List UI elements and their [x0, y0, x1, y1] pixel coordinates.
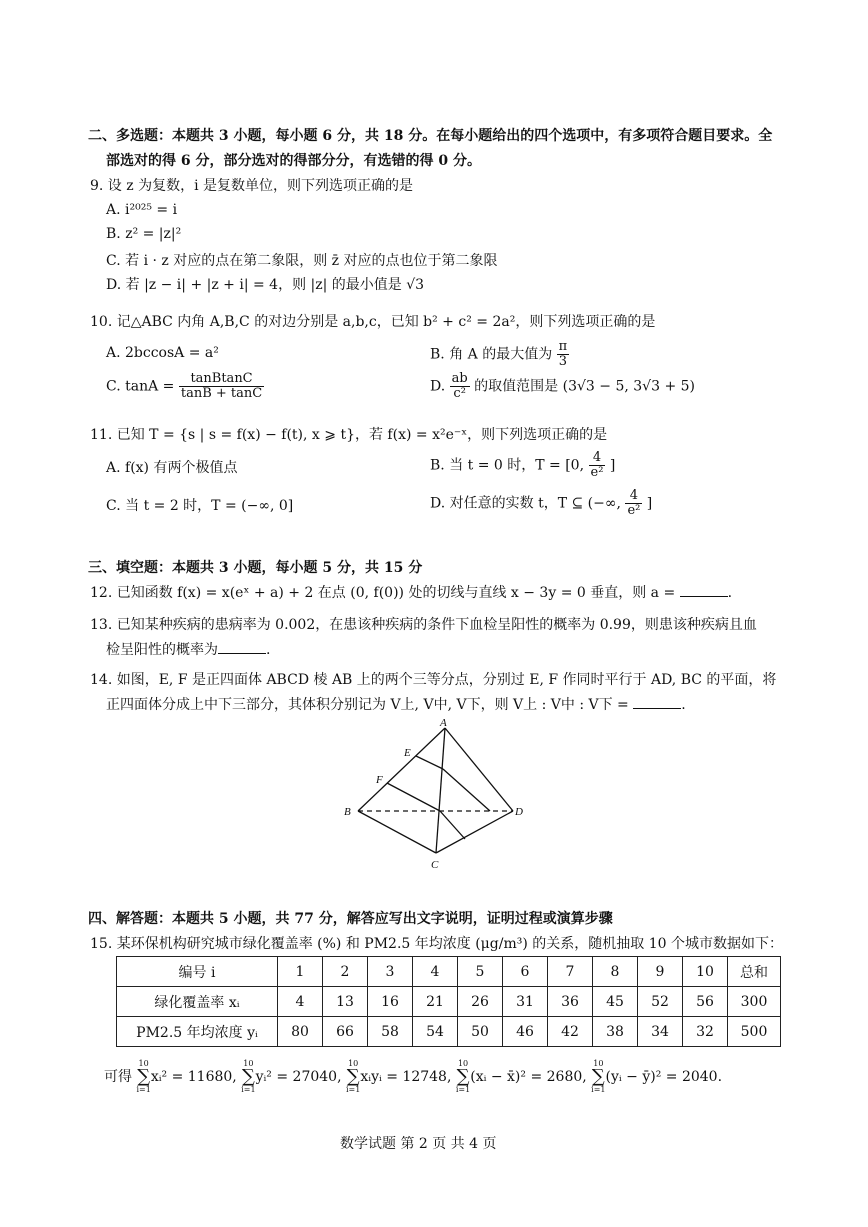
- question-10-option-b: [430, 340, 569, 369]
- table-cell: 总和: [728, 957, 781, 987]
- table-cell: PM2.5 年均浓度 yᵢ: [117, 1017, 278, 1047]
- table-cell: 42: [548, 1017, 593, 1047]
- option-b-text: B. 角 A 的最大值为: [430, 346, 553, 363]
- table-cell: 66: [323, 1017, 368, 1047]
- question-11-option-c: C. 当 t = 2 时，T = (−∞, 0]: [106, 498, 294, 514]
- section-2-heading-line2: 部选对的得 6 分，部分选对的得部分分，有选错的得 0 分。: [106, 153, 481, 169]
- fraction-denominator: tanB + tanC: [180, 386, 263, 401]
- table-cell: 3: [368, 957, 413, 987]
- question-15-sums: [104, 1060, 722, 1094]
- option-b-text: B. 当 t = 0 时，T = [0,: [430, 457, 585, 474]
- pi-over-3-fraction: [557, 340, 570, 369]
- label-e: E: [404, 747, 411, 759]
- sum-y-squared: yᵢ² = 27040,: [255, 1069, 342, 1085]
- table-row: [117, 987, 781, 1017]
- edge-ac: [436, 728, 445, 853]
- table-row: [117, 1017, 781, 1047]
- answer-blank[interactable]: [633, 694, 681, 709]
- section-3-heading: 三、填空题：本题共 3 小题，每小题 5 分，共 15 分: [88, 560, 423, 576]
- label-d: D: [515, 806, 523, 818]
- sum-xy: xᵢyᵢ = 12748,: [360, 1069, 452, 1085]
- question-13-end: .: [266, 642, 271, 658]
- sigma-top: 10: [593, 1059, 604, 1068]
- table-cell: 300: [728, 987, 781, 1017]
- sigma-bottom: i=1: [346, 1085, 361, 1094]
- table-cell: 1: [278, 957, 323, 987]
- edge-bc: [358, 811, 436, 853]
- sigma-top: 10: [348, 1059, 359, 1068]
- question-11-option-b: [430, 451, 615, 480]
- question-10-stem: 10. 记△ABC 内角 A,B,C 的对边分别是 a,b,c，已知 b² + c² = 2a²，则下列选项正确的是: [90, 314, 656, 330]
- question-11-option-d: [430, 489, 652, 518]
- four-over-e2-fraction: [625, 489, 642, 518]
- question-13-text: 检呈阳性的概率为: [106, 642, 218, 658]
- sigma-top: 10: [138, 1059, 149, 1068]
- table-cell: 52: [638, 987, 683, 1017]
- label-a: A: [440, 718, 447, 729]
- question-12: [90, 582, 732, 602]
- table-cell: 4: [413, 957, 458, 987]
- table-cell: 6: [503, 957, 548, 987]
- table-cell: 9: [638, 957, 683, 987]
- table-cell: 38: [593, 1017, 638, 1047]
- table-cell: 500: [728, 1017, 781, 1047]
- four-over-e2-fraction: [589, 451, 606, 480]
- table-cell: 13: [323, 987, 368, 1017]
- fraction-denominator: e²: [590, 465, 604, 480]
- table-cell: 34: [638, 1017, 683, 1047]
- table-cell: 45: [593, 987, 638, 1017]
- fraction-denominator: 3: [558, 354, 568, 369]
- fraction-numerator: π: [558, 339, 568, 354]
- question-9-option-c: C. 若 i · z 对应的点在第二象限，则 z̄ 对应的点也位于第二象限: [106, 253, 498, 269]
- answer-blank[interactable]: [680, 582, 728, 597]
- sigma-bottom: i=1: [455, 1085, 471, 1094]
- option-b-close: ]: [609, 457, 616, 474]
- table-cell: 58: [368, 1017, 413, 1047]
- label-f: F: [376, 774, 383, 786]
- table-cell: 26: [458, 987, 503, 1017]
- section-e-1: [416, 756, 443, 769]
- answer-blank[interactable]: [218, 639, 266, 654]
- sigma-bottom: i=1: [136, 1085, 151, 1094]
- table-cell: 50: [458, 1017, 503, 1047]
- question-9-option-d: D. 若 |z − i| + |z + i| = 4，则 |z| 的最小值是 √3: [106, 277, 425, 293]
- question-10-option-d: [430, 372, 695, 401]
- table-cell: 31: [503, 987, 548, 1017]
- fraction-numerator: ab: [451, 371, 468, 386]
- option-d-text: D. 对任意的实数 t，T ⊆ (−∞,: [430, 495, 621, 512]
- question-14-line1: 14. 如图，E, F 是正四面体 ABCD 棱 AB 上的两个三等分点，分别过 E, F 作同时平行于 AD, BC 的平面，将: [90, 672, 777, 688]
- table-cell: 8: [593, 957, 638, 987]
- table-cell: 21: [413, 987, 458, 1017]
- table-cell: 7: [548, 957, 593, 987]
- label-b: B: [344, 806, 351, 818]
- table-cell: 56: [683, 987, 728, 1017]
- sums-prefix: 可得: [104, 1069, 132, 1085]
- sigma-symbol: 10 ∑ i=1: [591, 1059, 606, 1094]
- question-11-stem: 11. 已知 T = {s | s = f(x) − f(t), x ⩾ t}，若 f(x) = x²e⁻ˣ，则下列选项正确的是: [90, 427, 608, 443]
- edge-ab: [358, 728, 445, 811]
- table-cell: 36: [548, 987, 593, 1017]
- table-cell: 10: [683, 957, 728, 987]
- tetrahedron-figure: [330, 718, 540, 878]
- question-12-text: 12. 已知函数 f(x) = x(eˣ + a) + 2 在点 (0, f(0)) 处的切线与直线 x − 3y = 0 垂直，则 a =: [90, 585, 676, 601]
- question-14-text: 正四面体分成上中下三部分，其体积分别记为 V上, V中, V下，则 V上 : V中 : V下 =: [106, 697, 629, 713]
- section-4-heading: 四、解答题：本题共 5 小题，共 77 分，解答应写出文字说明，证明过程或演算步骤: [88, 911, 613, 927]
- table-cell: 54: [413, 1017, 458, 1047]
- question-13-line1: 13. 已知某种疾病的患病率为 0.002，在患该种疾病的条件下血检呈阳性的概率为 0.99，则患该种疾病且血: [90, 617, 757, 633]
- sum-x-deviation: (xᵢ − x̄)² = 2680,: [470, 1069, 587, 1085]
- fraction-numerator: 4: [589, 451, 606, 466]
- table-cell: 32: [683, 1017, 728, 1047]
- option-d-close: ]: [646, 495, 653, 512]
- table-cell: 16: [368, 987, 413, 1017]
- sigma-bottom: i=1: [591, 1085, 606, 1094]
- question-12-end: .: [727, 585, 733, 601]
- sigma-symbol: 10 ∑ i=1: [136, 1059, 151, 1094]
- question-15-stem: 15. 某环保机构研究城市绿化覆盖率 (%) 和 PM2.5 年均浓度 (μg/m³) 的关系，随机抽取 10 个城市数据如下：: [90, 936, 783, 952]
- question-14-line2: [106, 694, 686, 714]
- table-row: [117, 957, 781, 987]
- label-c: C: [431, 859, 439, 871]
- section-f-2: [440, 811, 465, 839]
- question-10-option-a: A. 2bccosA = a²: [106, 345, 219, 361]
- question-9-option-b: B. z² = |z|²: [106, 226, 182, 242]
- question-9-option-a: A. i²⁰²⁵ = i: [106, 202, 178, 218]
- fraction-denominator: c²: [453, 386, 466, 401]
- table-cell: 绿化覆盖率 xᵢ: [117, 987, 278, 1017]
- section-2-heading-line1: 二、多选题：本题共 3 小题，每小题 6 分，共 18 分。在每小题给出的四个选项中，有多项符合题目要求。全: [88, 128, 773, 144]
- sum-y-deviation: (yᵢ − ȳ)² = 2040.: [605, 1069, 723, 1085]
- table-cell: 5: [458, 957, 503, 987]
- option-d-text: 的取值范围是 (3√3 − 5, 3√3 + 5): [474, 378, 695, 395]
- fraction-numerator: tanBtanC: [179, 372, 264, 387]
- table-cell: 2: [323, 957, 368, 987]
- fraction-numerator: 4: [625, 489, 642, 504]
- sigma-symbol: 10 ∑ i=1: [455, 1059, 471, 1094]
- sigma-bottom: i=1: [241, 1085, 256, 1094]
- question-14-end: .: [681, 697, 686, 713]
- ab-over-c2-fraction: [450, 372, 470, 401]
- sigma-top: 10: [243, 1059, 254, 1068]
- table-cell: 4: [278, 987, 323, 1017]
- fraction-denominator: e²: [627, 503, 641, 518]
- edge-ad: [445, 728, 513, 811]
- sigma-top: 10: [457, 1059, 469, 1068]
- section-f-1: [387, 783, 440, 811]
- sum-x-squared: xᵢ² = 11680,: [150, 1069, 237, 1085]
- question-11-option-a: A. f(x) 有两个极值点: [106, 460, 238, 476]
- question-13-line2: [106, 639, 270, 659]
- sigma-symbol: 10 ∑ i=1: [346, 1059, 361, 1094]
- option-c-text: C. tanA =: [106, 378, 175, 395]
- table-cell: 80: [278, 1017, 323, 1047]
- table-cell: 编号 i: [117, 957, 278, 987]
- sigma-symbol: 10 ∑ i=1: [241, 1059, 256, 1094]
- question-10-option-c: [106, 372, 264, 401]
- option-d-label: D.: [430, 378, 446, 395]
- tan-fraction: [179, 372, 264, 401]
- city-data-table: [116, 956, 781, 1047]
- edge-cd: [436, 811, 513, 853]
- question-9-stem: 9. 设 z 为复数，i 是复数单位，则下列选项正确的是: [90, 178, 414, 194]
- table-cell: 46: [503, 1017, 548, 1047]
- page-footer: 数学试题 第 2 页 共 4 页: [340, 1136, 497, 1152]
